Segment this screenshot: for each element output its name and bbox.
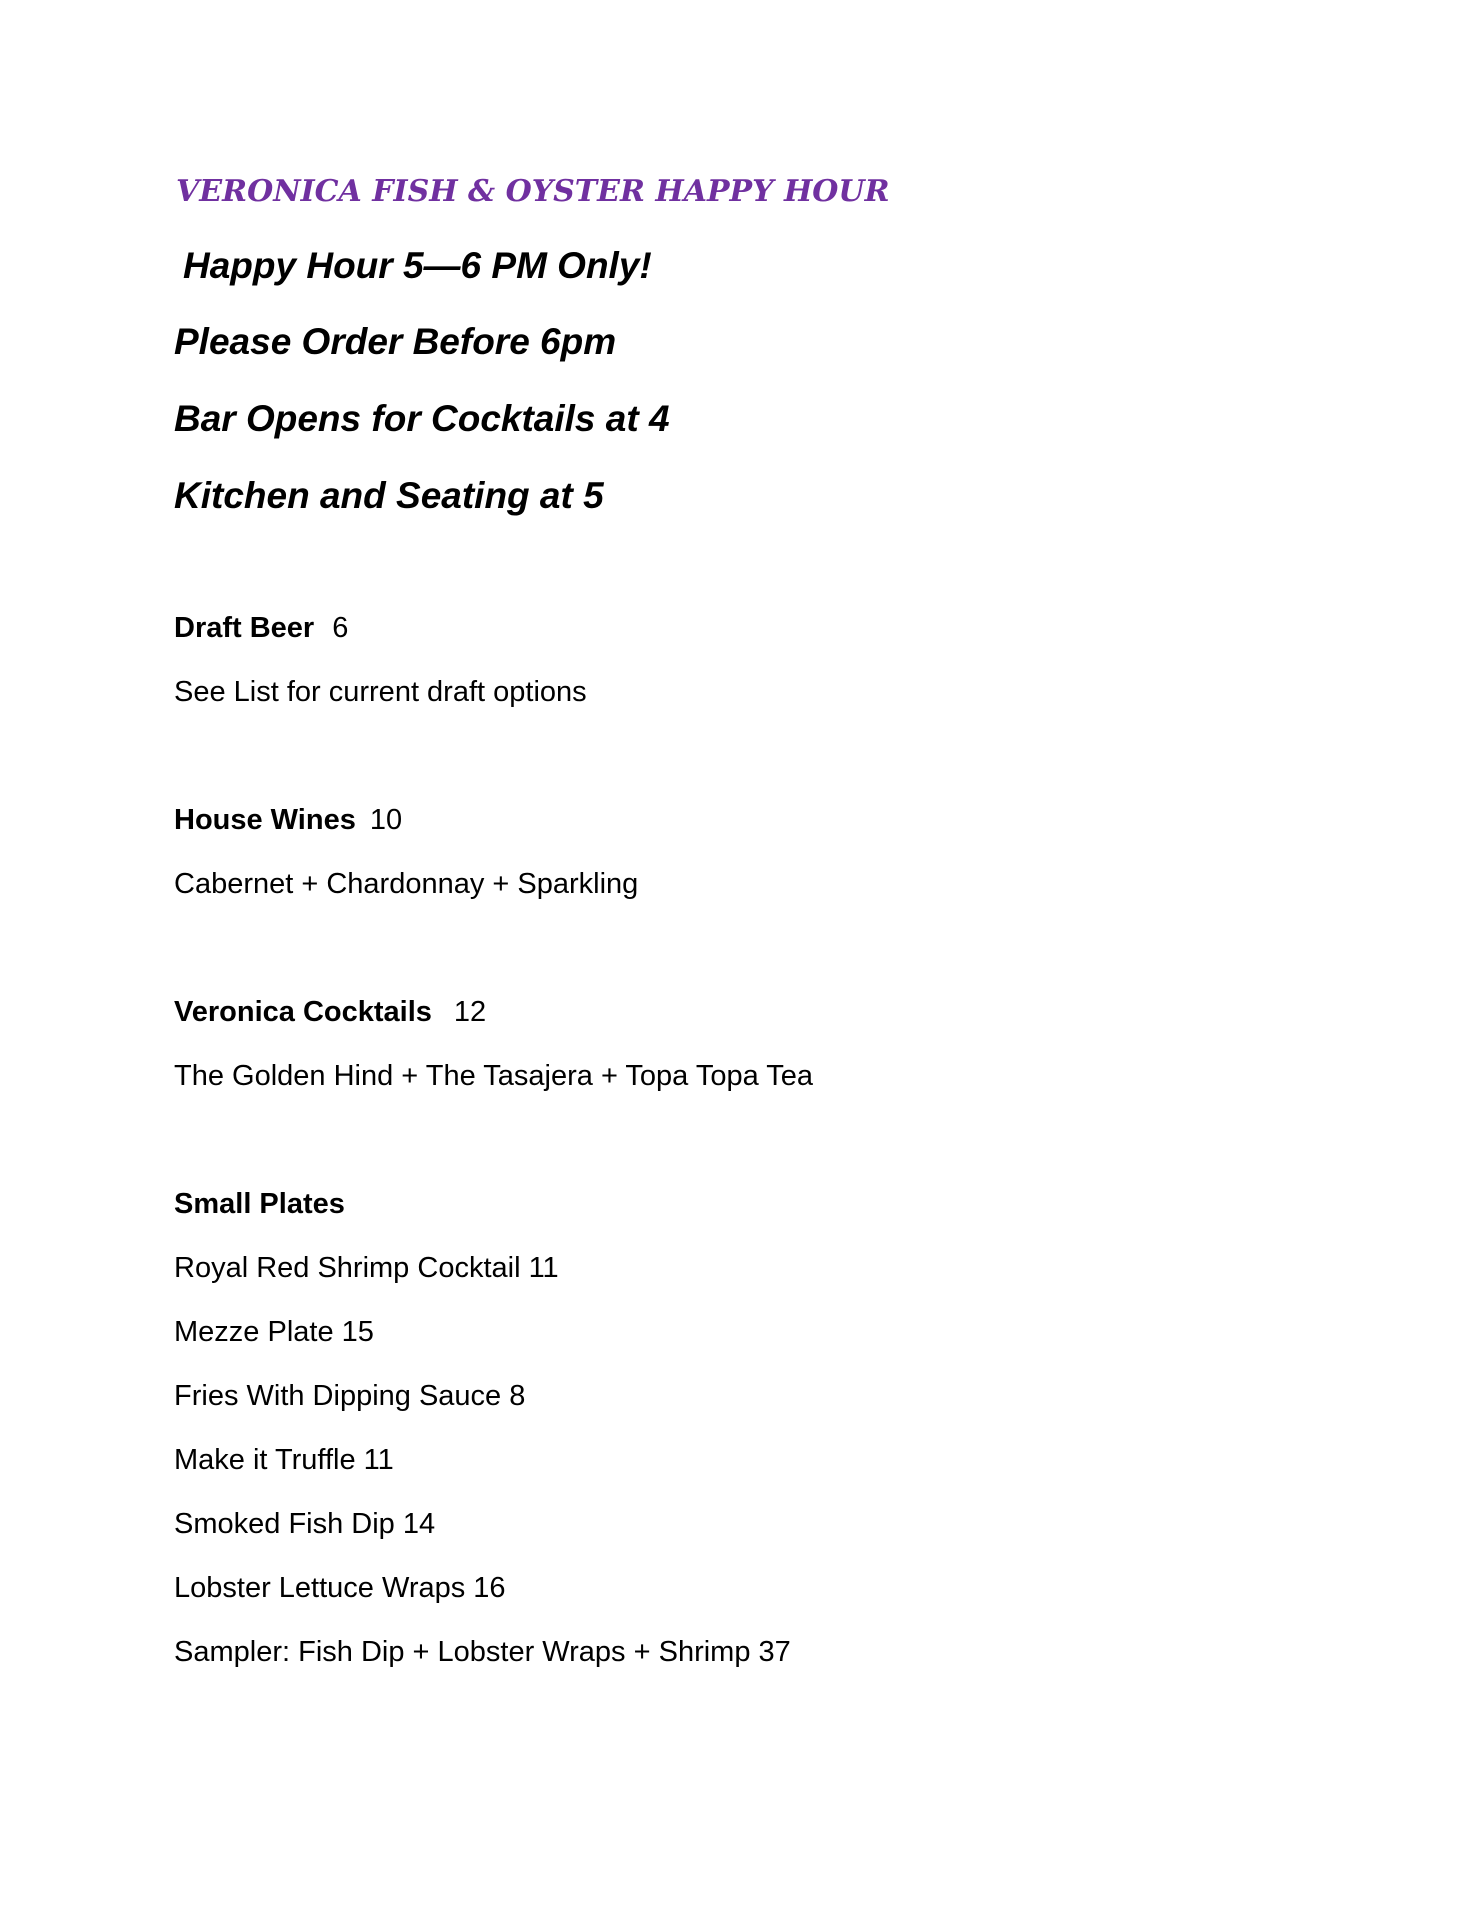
cocktails-heading (174, 992, 486, 1032)
house-wines-name: House Wines (174, 804, 356, 836)
house-wines-description: Cabernet + Chardonnay + Sparkling (174, 868, 639, 900)
house-wines-price: 10 (369, 804, 403, 836)
small-plates-item: Mezze Plate 15 (174, 1316, 374, 1348)
cocktails-price: 12 (453, 996, 487, 1028)
small-plates-heading: Small Plates (174, 1188, 345, 1220)
order-deadline-note: Please Order Before 6pm (174, 321, 617, 362)
house-wines-heading (174, 800, 402, 840)
small-plates-item: Sampler: Fish Dip + Lobster Wraps + Shrimp 37 (174, 1636, 791, 1668)
draft-beer-description: See List for current draft options (174, 676, 587, 708)
cocktails-description: The Golden Hind + The Tasajera + Topa Topa Tea (174, 1060, 814, 1092)
draft-beer-heading (174, 608, 348, 648)
small-plates-item: Fries With Dipping Sauce 8 (174, 1380, 526, 1412)
small-plates-item: Make it Truffle 11 (174, 1444, 394, 1476)
small-plates-item: Royal Red Shrimp Cocktail 11 (174, 1252, 559, 1284)
small-plates-item: Lobster Lettuce Wraps 16 (174, 1572, 506, 1604)
bar-opening-note: Bar Opens for Cocktails at 4 (174, 398, 670, 439)
small-plates-item: Smoked Fish Dip 14 (174, 1508, 436, 1540)
menu-title: VERONICA FISH & OYSTER HAPPY HOUR (176, 174, 890, 209)
cocktails-name: Veronica Cocktails (174, 996, 432, 1028)
kitchen-opening-note: Kitchen and Seating at 5 (174, 475, 604, 516)
draft-beer-price: 6 (332, 612, 349, 644)
draft-beer-name: Draft Beer (174, 612, 315, 644)
happy-hour-time: Happy Hour 5—6 PM Only! (183, 245, 652, 286)
